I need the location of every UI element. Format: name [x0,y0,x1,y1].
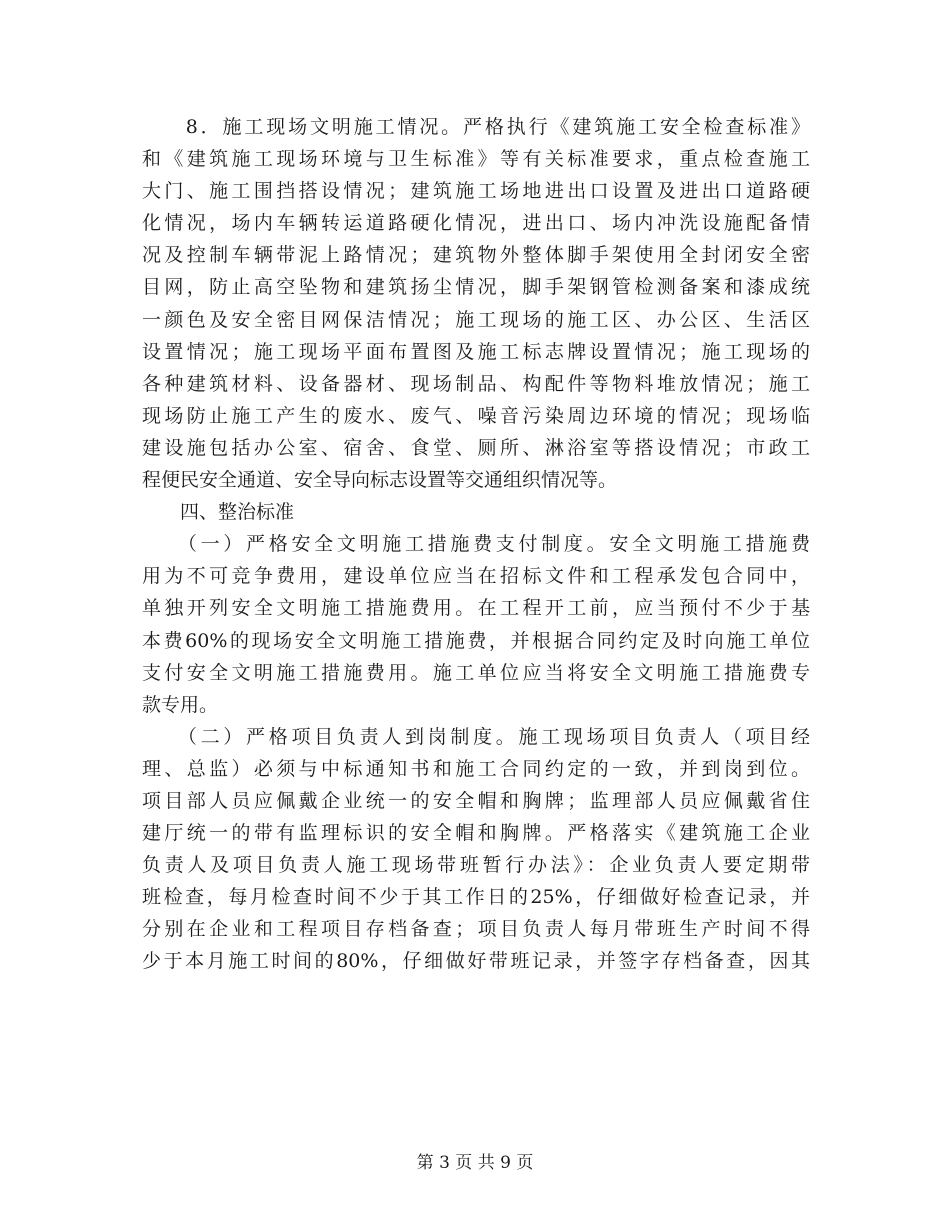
text-line: 用为不可竞争费用，建设单位应当在招标文件和工程承发包合同中， [142,565,810,588]
text-line: 况及控制车辆带泥上路情况；建筑物外整体脚手架使用全封闭安全密 [142,244,810,267]
text-line: 目网，防止高空坠物和建筑扬尘情况，脚手架钢管检测备案和漆成统 [142,276,810,299]
text-line: 负责人及项目负责人施工现场带班暂行办法》：企业负责人要定期带 [142,854,810,877]
section-heading: 四、整治标准 [142,501,295,524]
page-number: 第 3 页 共 9 页 [416,1153,534,1173]
text-line: 一颜色及安全密目网保洁情况；施工现场的施工区、办公区、生活区 [142,308,810,331]
text-line: 本费60%的现场安全文明施工措施费，并根据合同约定及时向施工单位 [142,629,810,652]
text-line: 建厅统一的带有监理标识的安全帽和胸牌。严格落实《建筑施工企业 [142,822,810,845]
text-line: 设置情况；施工现场平面布置图及施工标志牌设置情况；施工现场的 [142,340,810,363]
text-line: 分别在企业和工程项目存档备查；项目负责人每月带班生产时间不得 [142,918,810,941]
text-line: 各种建筑材料、设备器材、现场制品、构配件等物料堆放情况；施工 [142,372,810,395]
text-line: 大门、施工围挡搭设情况；建筑施工场地进出口设置及进出口道路硬 [142,180,810,203]
text-line: 化情况，场内车辆转运道路硬化情况，进出口、场内冲洗设施配备情 [142,212,810,235]
text-line: 和《建筑施工现场环境与卫生标准》等有关标准要求，重点检查施工 [142,148,810,171]
text-line: 8．施工现场文明施工情况。严格执行《建筑施工安全检查标准》 [142,116,810,138]
text-line: 程便民安全通道、安全导向标志设置等交通组织情况等。 [142,469,618,492]
text-line: 单独开列安全文明施工措施费用。在工程开工前，应当预付不少于基 [142,597,810,620]
text-line: 少于本月施工时间的80%，仔细做好带班记录，并签字存档备查，因其 [142,950,810,973]
text-line: （二）严格项目负责人到岗制度。施工现场项目负责人（项目经 [142,725,810,748]
text-line: 现场防止施工产生的废水、废气、噪音污染周边环境的情况；现场临 [142,404,810,427]
text-line: 款专用。 [142,693,219,716]
text-line: 班检查，每月检查时间不少于其工作日的25%，仔细做好检查记录，并 [142,886,810,909]
text-line: 项目部人员应佩戴企业统一的安全帽和胸牌；监理部人员应佩戴省住 [142,789,810,812]
text-line: 理、总监）必须与中标通知书和施工合同约定的一致，并到岗到位。 [142,757,810,780]
text-line: 支付安全文明施工措施费用。施工单位应当将安全文明施工措施费专 [142,661,810,684]
text-line: 建设施包括办公室、宿舍、食堂、厕所、淋浴室等搭设情况；市政工 [142,436,810,459]
document-body [142,111,810,978]
text-line: （一）严格安全文明施工措施费支付制度。安全文明施工措施费 [142,533,810,556]
